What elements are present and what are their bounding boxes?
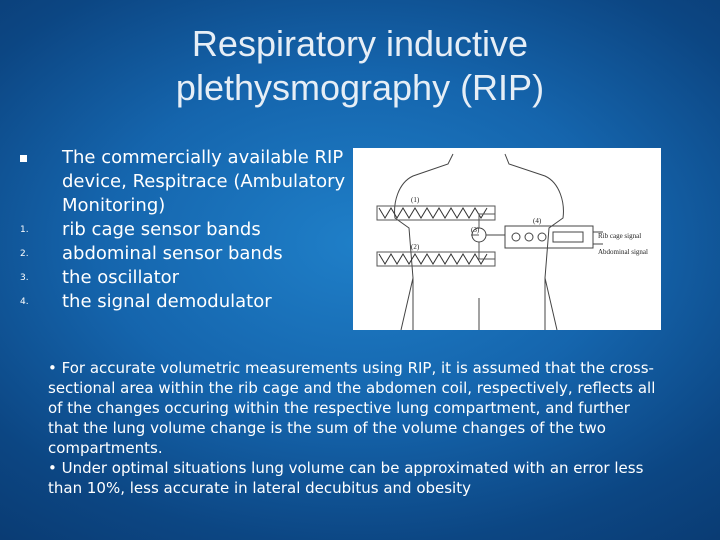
- note-1: • For accurate volumetric measurements using RIP, it is assumed that the cross-sectional area within the rib cage and the abdomen coil, respectively, reflects all of the changes occuring within the respective lung compartment, and further that the lung volume change is the sum of the volume changes of the two compartments.: [48, 359, 656, 457]
- list-item-text: the oscillator: [62, 267, 180, 288]
- list-item: [20, 266, 350, 290]
- label-2: (2): [411, 243, 420, 251]
- list-item-text: rib cage sensor bands: [62, 219, 261, 240]
- rip-diagram-svg: [353, 148, 661, 330]
- list-intro: [20, 146, 350, 218]
- list-item: [20, 290, 350, 314]
- square-bullet-icon: [20, 146, 40, 172]
- label-3: (3): [471, 226, 480, 234]
- component-list: [20, 146, 350, 314]
- notes-text: [48, 358, 658, 498]
- rib-cage-signal-label: Rib cage signal: [598, 232, 642, 240]
- slide-title: [60, 22, 660, 110]
- label-4: (4): [533, 217, 542, 225]
- list-item: [20, 242, 350, 266]
- title-line-1: Respiratory inductive: [191, 23, 529, 64]
- abdominal-coil: [379, 254, 487, 264]
- body-legs: [413, 278, 545, 330]
- list-item: [20, 218, 350, 242]
- list-intro-text: The commercially available RIP device, Respitrace (Ambulatory Monitoring): [62, 147, 346, 216]
- list-item-text: abdominal sensor bands: [62, 243, 283, 264]
- list-marker: 2.: [20, 249, 29, 259]
- label-1: (1): [411, 196, 420, 204]
- list-item-text: the signal demodulator: [62, 291, 272, 312]
- rip-diagram: [353, 148, 661, 330]
- abdominal-signal-label: Abdominal signal: [598, 248, 648, 256]
- list-marker: 3.: [20, 273, 29, 283]
- title-line-2: plethysmography (RIP): [175, 67, 545, 108]
- note-2: • Under optimal situations lung volume can be approximated with an error less than 10%, less accurate in lateral decubitus and obesity: [48, 459, 644, 497]
- list-marker: 4.: [20, 297, 29, 307]
- list-marker: 1.: [20, 225, 29, 235]
